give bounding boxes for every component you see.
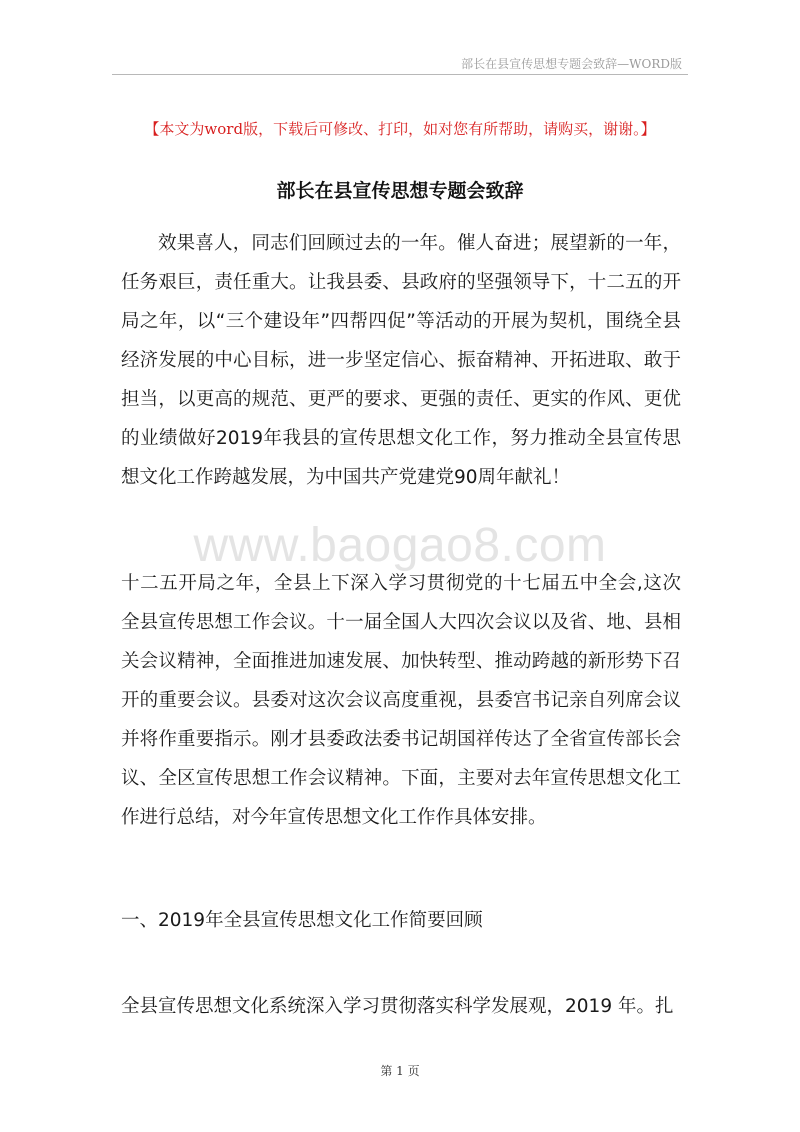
header-divider (112, 74, 688, 75)
body-paragraph-2: 十二五开局之年，全县上下深入学习贯彻党的十七届五中全会,这次全县宣传思想工作会议。十一届全国人大四次会议以及省、地、县相关会议精神，全面推进加速发展、加快转型、推动跨越的新形势下召开的重要会议。县委对这次会议高度重视，县委宫书记亲自列席会议并将作重要指示。刚才县委政法委书记胡国祥传达了全省宣传部长会议、全区宣传思想工作会议精神。下面，主要对去年宣传思想文化工作进行总结，对今年宣传思想文化工作作具体安排。 (121, 573, 681, 828)
running-header: 部长在县宣传思想专题会致辞—WORD版 (461, 57, 682, 71)
section-heading: 一、2019年全县宣传思想文化工作简要回顾 (121, 910, 483, 931)
page-number: 第 1 页 (380, 1064, 420, 1078)
body-paragraph-1: 效果喜人，同志们回顾过去的一年。催人奋进；展望新的一年，任务艰巨，责任重大。让我县委、县政府的坚强领导下，十二五的开局之年，以“三个建设年”四帮四促”等活动的开展为契机，围绕全县经济发展的中心目标，进一步坚定信心、振奋精神、开拓进取、敢于担当，以更高的规范、更严的要求、更强的责任、更实的作风、更优的业绩做好2019年我县的宣传思想文化工作，努力推动全县宣传思想文化工作跨越发展，为中国共产党建党90周年献礼！ (121, 233, 681, 488)
document-title: 部长在县宣传思想专题会致辞 (276, 180, 524, 202)
watermark: www.baogao8.com (193, 519, 607, 572)
body-paragraph-3: 全县宣传思想文化系统深入学习贯彻落实科学发展观，2019 年。扎 (121, 996, 674, 1017)
download-notice: 【本文为word版，下载后可修改、打印，如对您有所帮助，请购买，谢谢。】 (144, 120, 656, 138)
